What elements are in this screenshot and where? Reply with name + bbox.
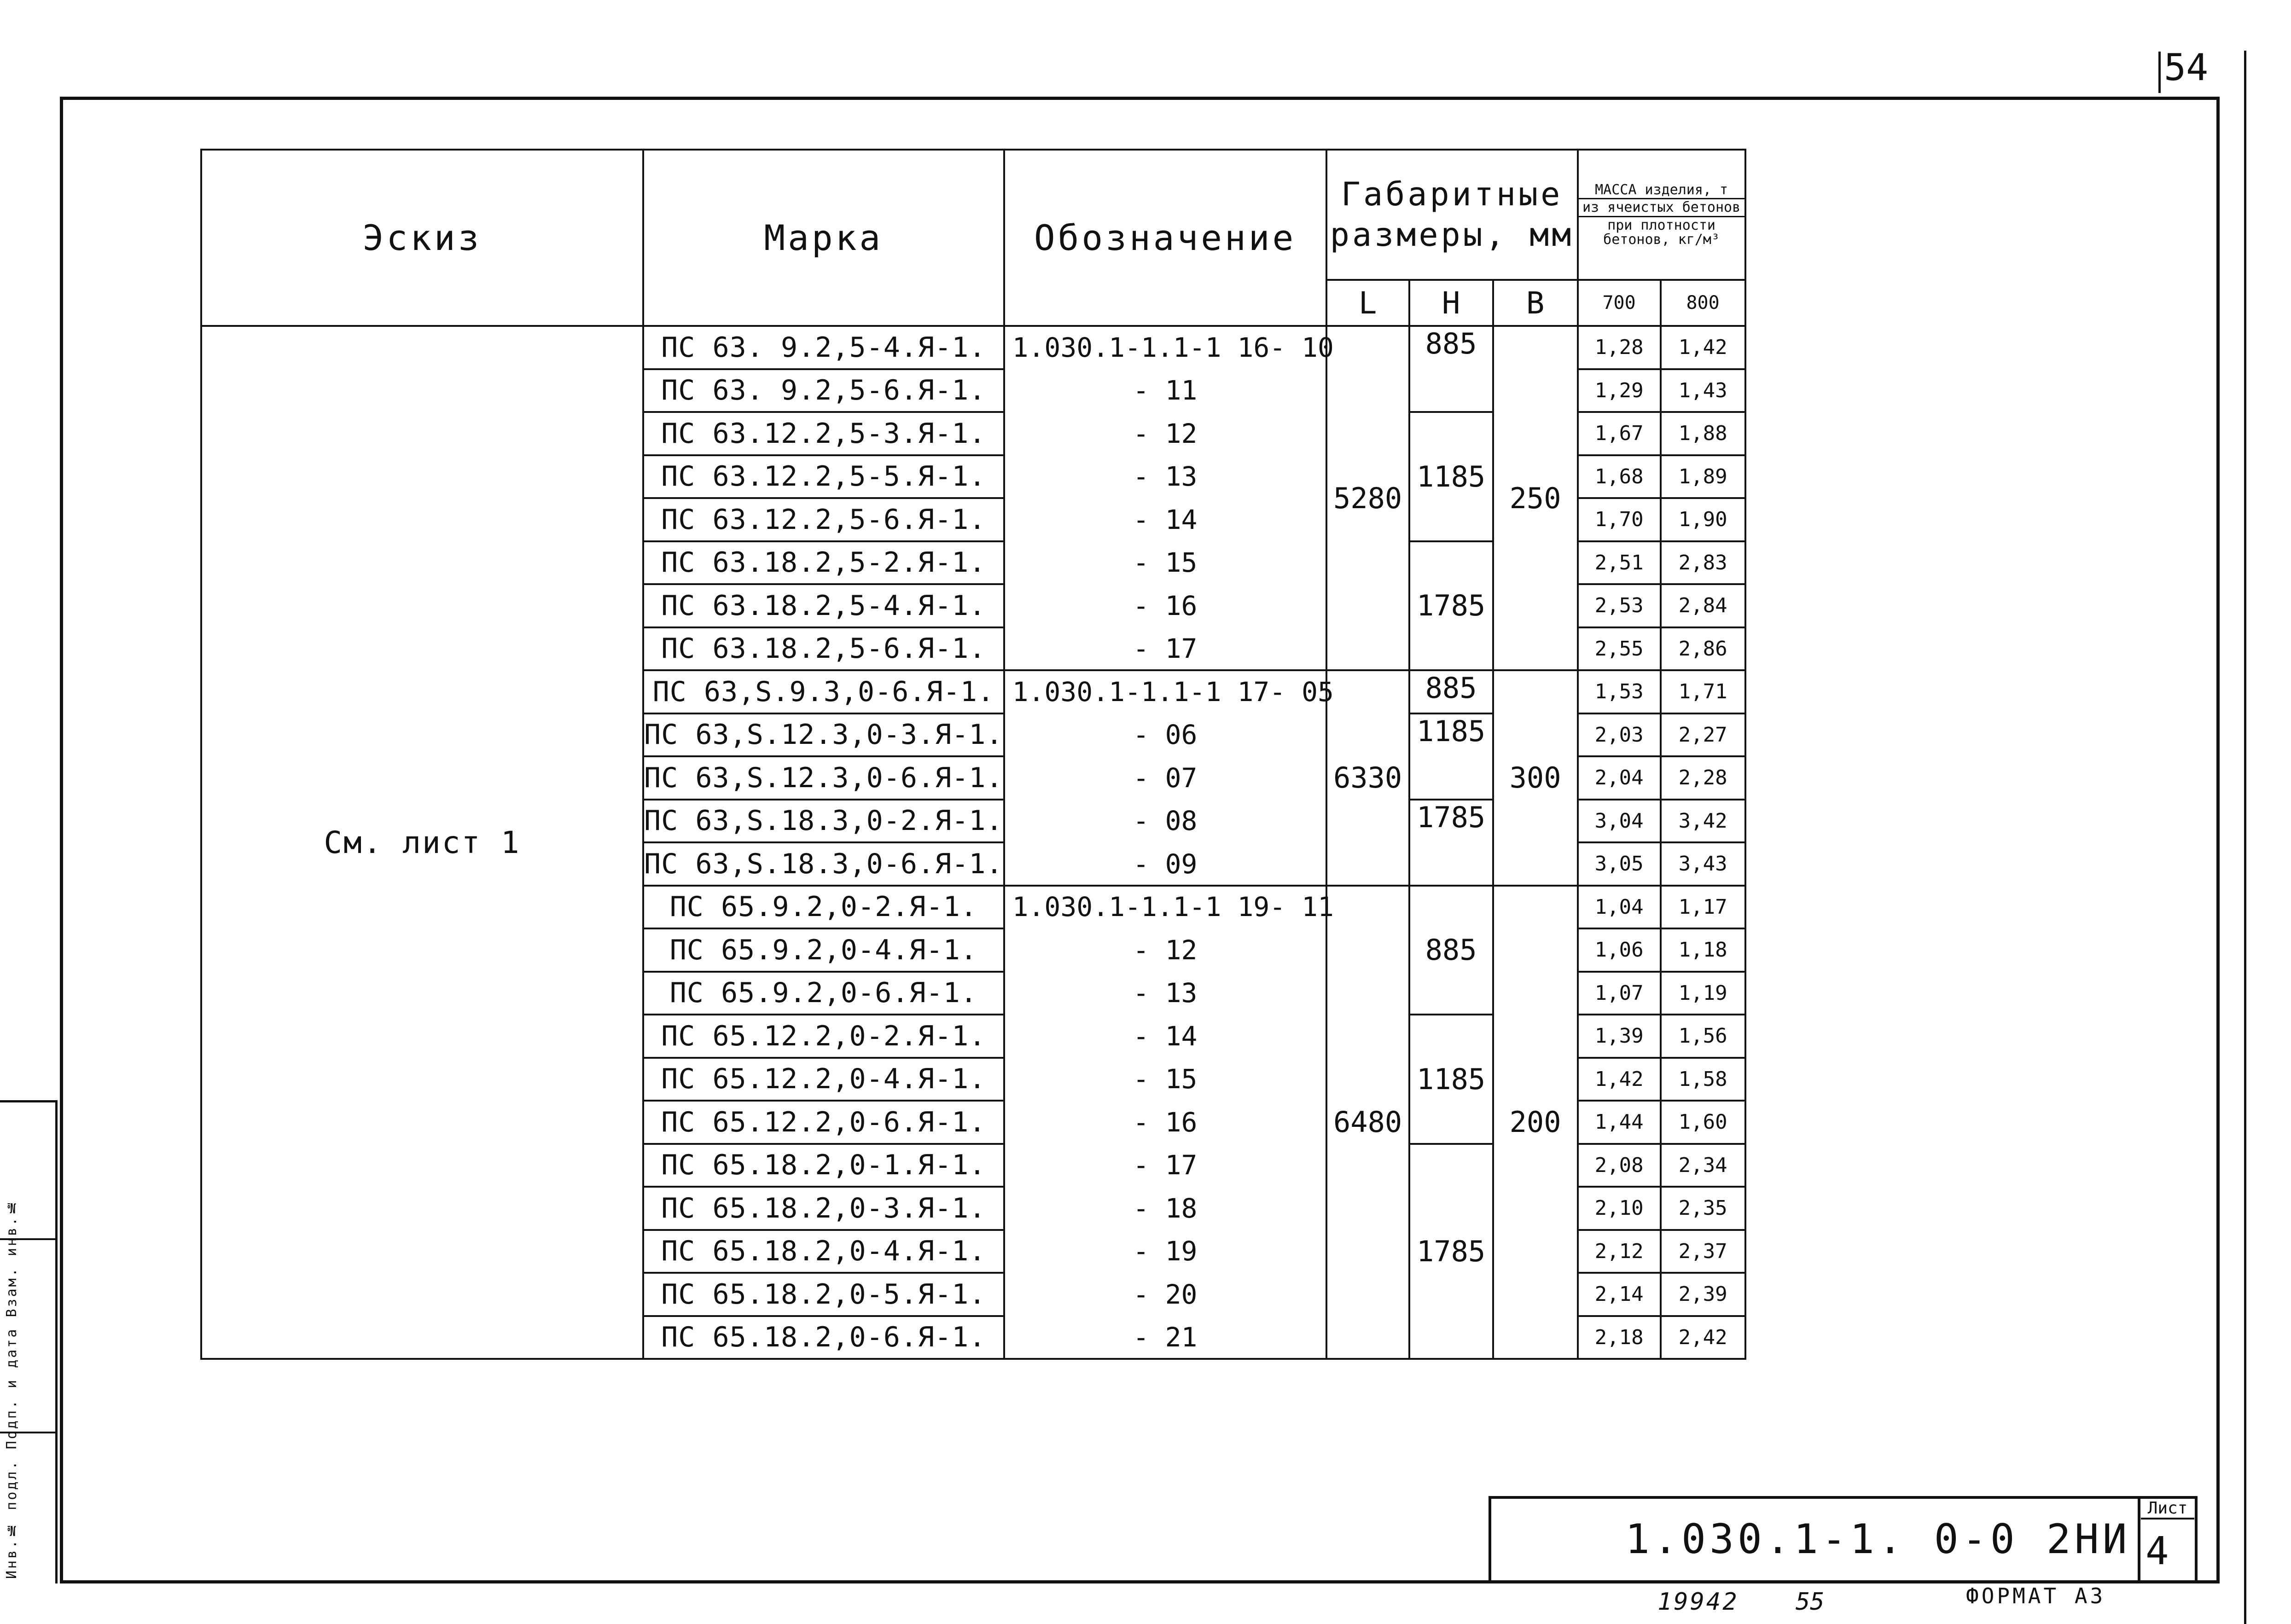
designation-suffix: - 06 <box>1133 719 1198 751</box>
mark-cell: ПС 63.12.2,5-3.Я-1. <box>643 412 1004 455</box>
mass-700-cell: 1,67 <box>1578 412 1661 455</box>
designation-suffix: - 17 <box>1133 633 1198 665</box>
mass-800-cell: 1,58 <box>1661 1058 1745 1101</box>
mark-cell: ПС 65.9.2,0-6.Я-1. <box>643 972 1004 1015</box>
specification-table <box>200 149 1746 1360</box>
designation-suffix: - 12 <box>1133 934 1198 966</box>
header-B: B <box>1493 280 1578 326</box>
header-L: L <box>1326 280 1409 326</box>
mass-700-cell: 2,03 <box>1578 713 1661 757</box>
mass-700-cell: 2,10 <box>1578 1187 1661 1230</box>
mass-800-cell: 2,39 <box>1661 1273 1745 1316</box>
designation-cell <box>1004 1144 1326 1187</box>
height-cell: 1785 <box>1409 541 1493 671</box>
designation-suffix: - 13 <box>1133 977 1198 1009</box>
mass-700-cell: 2,12 <box>1578 1230 1661 1273</box>
header-H: H <box>1409 280 1493 326</box>
mark-cell: ПС 63,S.18.3,0-6.Я-1. <box>643 842 1004 886</box>
designation-suffix: - 19 <box>1133 1235 1198 1267</box>
header-dimensions: Габаритные размеры, мм <box>1326 150 1578 280</box>
designation-suffix: - 15 <box>1133 1063 1198 1095</box>
designation-cell <box>1004 412 1326 455</box>
mass-700-cell: 2,04 <box>1578 756 1661 800</box>
height-cell: 885 <box>1409 670 1493 713</box>
mark-cell: ПС 65.12.2,0-2.Я-1. <box>643 1015 1004 1058</box>
mass-700-cell: 2,51 <box>1578 541 1661 585</box>
mark-cell: ПС 63.12.2,5-5.Я-1. <box>643 455 1004 499</box>
designation-suffix: - 16 <box>1133 590 1198 621</box>
header-designation: Обозначение <box>1004 150 1326 326</box>
inventory-number-2: 55 <box>1796 1588 1825 1616</box>
designation-cell <box>1004 842 1326 886</box>
mass-700-cell: 1,42 <box>1578 1058 1661 1101</box>
mass-800-cell: 1,60 <box>1661 1101 1745 1144</box>
width-cell: 250 <box>1493 326 1578 670</box>
designation-cell <box>1004 1316 1326 1359</box>
paper-format: ФОРМАТ А3 <box>1966 1583 2106 1608</box>
mass-700-cell: 1,70 <box>1578 498 1661 541</box>
mass-700-cell: 2,53 <box>1578 584 1661 627</box>
mass-700-cell: 2,08 <box>1578 1144 1661 1187</box>
mark-cell: ПС 63,S.18.3,0-2.Я-1. <box>643 800 1004 843</box>
mass-700-cell: 1,29 <box>1578 369 1661 412</box>
length-cell: 6330 <box>1326 670 1409 886</box>
mass-800-cell: 2,28 <box>1661 756 1745 800</box>
mass-700-cell: 1,44 <box>1578 1101 1661 1144</box>
mass-800-cell: 3,42 <box>1661 800 1745 843</box>
mass-700-cell: 2,55 <box>1578 627 1661 671</box>
height-cell: 885 <box>1409 326 1493 412</box>
mass-700-cell: 1,53 <box>1578 670 1661 713</box>
mass-800-cell: 1,56 <box>1661 1015 1745 1058</box>
page-number: 54 <box>2164 46 2209 89</box>
header-mass <box>1578 150 1745 280</box>
mass-800-cell: 2,37 <box>1661 1230 1745 1273</box>
mass-700-cell: 1,06 <box>1578 928 1661 972</box>
sketch-cell: См. лист 1 <box>201 326 643 1359</box>
mark-cell: ПС 65.18.2,0-6.Я-1. <box>643 1316 1004 1359</box>
mass-700-cell: 3,05 <box>1578 842 1661 886</box>
designation-cell <box>1004 1187 1326 1230</box>
designation-suffix: - 09 <box>1133 848 1198 880</box>
designation-suffix: - 11 <box>1133 375 1198 406</box>
designation-code: 1.030.1-1.1-1 16 <box>1012 331 1270 363</box>
mass-700-cell: 1,04 <box>1578 886 1661 929</box>
sheet-number: 4 <box>2146 1528 2169 1573</box>
mark-cell: ПС 63.18.2,5-6.Я-1. <box>643 627 1004 671</box>
designation-cell <box>1004 1101 1326 1144</box>
mark-cell: ПС 63,S.12.3,0-3.Я-1. <box>643 713 1004 757</box>
mass-700-cell: 1,07 <box>1578 972 1661 1015</box>
header-density-800: 800 <box>1661 280 1745 326</box>
designation-cell <box>1004 584 1326 627</box>
mass-800-cell: 2,83 <box>1661 541 1745 585</box>
designation-suffix: - 14 <box>1133 1020 1198 1052</box>
table-row <box>201 326 1745 369</box>
mark-cell: ПС 63,S.12.3,0-6.Я-1. <box>643 756 1004 800</box>
designation-cell <box>1004 326 1334 369</box>
header-sketch: Эскиз <box>201 150 643 326</box>
mass-800-cell: 1,19 <box>1661 972 1745 1015</box>
mass-note: при плотности бетонов, кг/м³ <box>1603 217 1720 248</box>
designation-cell <box>1004 972 1326 1015</box>
mass-700-cell: 2,18 <box>1578 1316 1661 1359</box>
mark-cell: ПС 65.12.2,0-6.Я-1. <box>643 1101 1004 1144</box>
designation-cell <box>1004 756 1326 800</box>
designation-suffix: - 16 <box>1133 1106 1198 1138</box>
mass-800-cell: 1,71 <box>1661 670 1745 713</box>
page-number-divider <box>2158 52 2161 93</box>
designation-cell <box>1004 670 1334 713</box>
designation-suffix: - 18 <box>1133 1192 1198 1224</box>
designation-code: 1.030.1-1.1-1 17 <box>1012 676 1270 708</box>
mark-cell: ПС 65.18.2,0-3.Я-1. <box>643 1187 1004 1230</box>
document-code: 1.030.1-1. 0-0 2НИ <box>1625 1515 2131 1563</box>
height-cell: 1185 <box>1409 412 1493 541</box>
designation-cell <box>1004 627 1326 671</box>
designation-suffix: - 10 <box>1269 331 1334 363</box>
mark-cell: ПС 63.18.2,5-4.Я-1. <box>643 584 1004 627</box>
mass-800-cell: 2,42 <box>1661 1316 1745 1359</box>
mark-cell: ПС 63,S.9.3,0-6.Я-1. <box>643 670 1004 713</box>
height-cell: 1185 <box>1409 1015 1493 1144</box>
designation-cell <box>1004 886 1334 929</box>
height-cell: 885 <box>1409 886 1493 1015</box>
header-density-700: 700 <box>1578 280 1661 326</box>
mass-800-cell: 1,42 <box>1661 326 1745 369</box>
mass-800-cell: 2,34 <box>1661 1144 1745 1187</box>
designation-cell <box>1004 1058 1326 1101</box>
designation-cell <box>1004 1230 1326 1273</box>
mark-cell: ПС 65.9.2,0-4.Я-1. <box>643 928 1004 972</box>
mark-cell: ПС 65.9.2,0-2.Я-1. <box>643 886 1004 929</box>
designation-suffix: - 12 <box>1133 418 1198 449</box>
mass-700-cell: 1,68 <box>1578 455 1661 499</box>
designation-suffix: - 17 <box>1133 1149 1198 1181</box>
header-mark: Марка <box>643 150 1004 326</box>
mark-cell: ПС 65.18.2,0-5.Я-1. <box>643 1273 1004 1316</box>
mark-cell: ПС 63. 9.2,5-4.Я-1. <box>643 326 1004 369</box>
height-cell: 1785 <box>1409 1144 1493 1359</box>
mark-cell: ПС 63.18.2,5-2.Я-1. <box>643 541 1004 585</box>
designation-suffix: - 11 <box>1269 891 1334 923</box>
designation-cell <box>1004 1015 1326 1058</box>
mark-cell: ПС 65.18.2,0-4.Я-1. <box>643 1230 1004 1273</box>
mass-800-cell: 3,43 <box>1661 842 1745 886</box>
mass-800-cell: 1,17 <box>1661 886 1745 929</box>
mass-700-cell: 1,39 <box>1578 1015 1661 1058</box>
mass-800-cell: 2,86 <box>1661 627 1745 671</box>
designation-code: 1.030.1-1.1-1 19 <box>1012 891 1270 923</box>
left-strip-text: Инв.№ подл. Подп. и дата Взам. инв.№ <box>4 1197 20 1579</box>
right-border-line <box>2244 51 2246 1624</box>
mark-cell: ПС 65.12.2,0-4.Я-1. <box>643 1058 1004 1101</box>
designation-suffix: - 13 <box>1133 461 1198 493</box>
designation-cell <box>1004 541 1326 585</box>
inventory-number: 19942 <box>1657 1588 1739 1616</box>
mass-subtitle: из ячеистых бетонов <box>1579 199 1744 217</box>
designation-suffix: - 15 <box>1133 547 1198 579</box>
designation-suffix: - 05 <box>1269 676 1334 708</box>
sheet-label: Лист <box>2141 1499 2194 1520</box>
mass-800-cell: 1,90 <box>1661 498 1745 541</box>
designation-cell <box>1004 498 1326 541</box>
designation-suffix: - 08 <box>1133 805 1198 837</box>
mass-800-cell: 2,27 <box>1661 713 1745 757</box>
mass-800-cell: 1,89 <box>1661 455 1745 499</box>
height-cell: 1785 <box>1409 800 1493 886</box>
mass-700-cell: 3,04 <box>1578 800 1661 843</box>
designation-suffix: - 21 <box>1133 1322 1198 1353</box>
mass-800-cell: 2,84 <box>1661 584 1745 627</box>
mark-cell: ПС 63.12.2,5-6.Я-1. <box>643 498 1004 541</box>
designation-cell <box>1004 800 1326 843</box>
mass-title: МАССА изделия, т <box>1579 182 1744 200</box>
mass-800-cell: 1,43 <box>1661 369 1745 412</box>
designation-cell <box>1004 1273 1326 1316</box>
mass-800-cell: 1,88 <box>1661 412 1745 455</box>
mark-cell: ПС 65.18.2,0-1.Я-1. <box>643 1144 1004 1187</box>
designation-cell <box>1004 713 1326 757</box>
width-cell: 300 <box>1493 670 1578 886</box>
designation-cell <box>1004 455 1326 499</box>
designation-suffix: - 14 <box>1133 504 1198 535</box>
length-cell: 6480 <box>1326 886 1409 1359</box>
height-cell: 1185 <box>1409 713 1493 800</box>
length-cell: 5280 <box>1326 326 1409 670</box>
mass-800-cell: 1,18 <box>1661 928 1745 972</box>
designation-suffix: - 20 <box>1133 1278 1198 1310</box>
mark-cell: ПС 63. 9.2,5-6.Я-1. <box>643 369 1004 412</box>
mass-800-cell: 2,35 <box>1661 1187 1745 1230</box>
designation-suffix: - 07 <box>1133 762 1198 794</box>
mass-700-cell: 1,28 <box>1578 326 1661 369</box>
designation-cell <box>1004 369 1326 412</box>
designation-cell <box>1004 928 1326 972</box>
width-cell: 200 <box>1493 886 1578 1359</box>
mass-700-cell: 2,14 <box>1578 1273 1661 1316</box>
